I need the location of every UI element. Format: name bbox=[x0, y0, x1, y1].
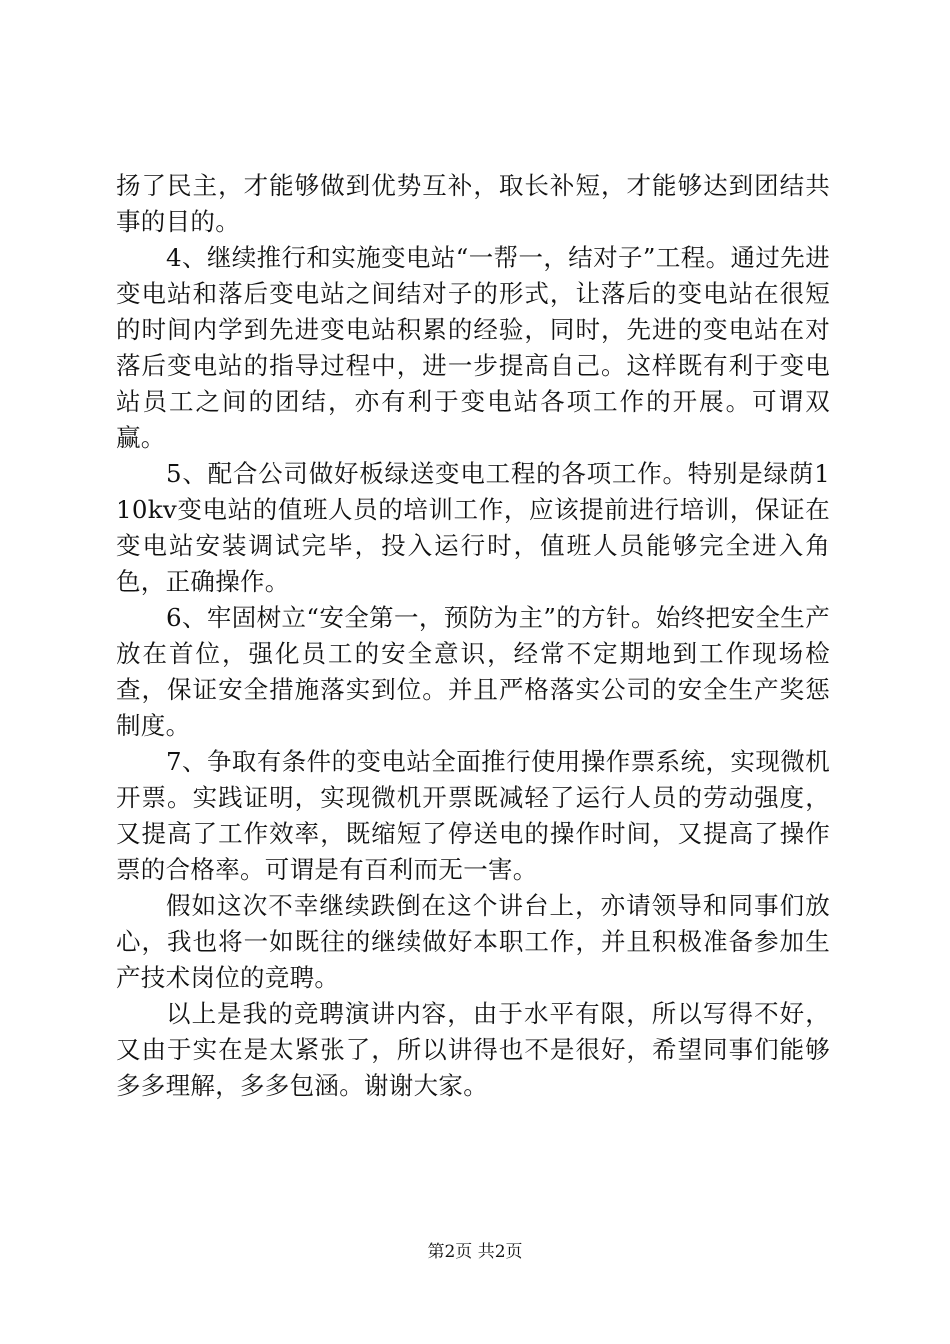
page-footer: 第2页 共2页 bbox=[427, 1242, 523, 1262]
paragraph-continuation: 扬了民主，才能够做到优势互补，取长补短，才能够达到团结共事的目的。 bbox=[116, 171, 830, 236]
paragraph-fallback: 假如这次不幸继续跌倒在这个讲台上，亦请领导和同事们放心，我也将一如既往的继续做好本职工作，并且积极准备参加生产技术岗位的竞聘。 bbox=[116, 891, 830, 992]
paragraph-item-4: 4、继续推行和实施变电站“一帮一，结对子”工程。通过先进变电站和落后变电站之间结对子的形式，让落后的变电站在很短的时间内学到先进变电站积累的经验，同时，先进的变电站在对落后变电站的指导过程中，进一步提高自己。这样既有利于变电站员工之间的团结，亦有利于变电站各项工作的开展。可谓双赢。 bbox=[116, 243, 830, 452]
paragraph-item-6: 6、牢固树立“安全第一，预防为主”的方针。始终把安全生产放在首位，强化员工的安全意识，经常不定期地到工作现场检查，保证安全措施落实到位。并且严格落实公司的安全生产奖惩制度。 bbox=[116, 603, 830, 740]
document-body bbox=[116, 168, 830, 1104]
paragraph-closing: 以上是我的竞聘演讲内容，由于水平有限，所以写得不好，又由于实在是太紧张了，所以讲得也不是很好，希望同事们能够多多理解，多多包涵。谢谢大家。 bbox=[116, 999, 830, 1100]
paragraph-item-5: 5、配合公司做好板绿送变电工程的各项工作。特别是绿荫110kv变电站的值班人员的培训工作，应该提前进行培训，保证在变电站安装调试完毕，投入运行时，值班人员能够完全进入角色，正确操作。 bbox=[116, 459, 830, 596]
paragraph-item-7: 7、争取有条件的变电站全面推行使用操作票系统，实现微机开票。实践证明，实现微机开票既减轻了运行人员的劳动强度，又提高了工作效率，既缩短了停送电的操作时间，又提高了操作票的合格率。可谓是有百利而无一害。 bbox=[116, 747, 830, 884]
